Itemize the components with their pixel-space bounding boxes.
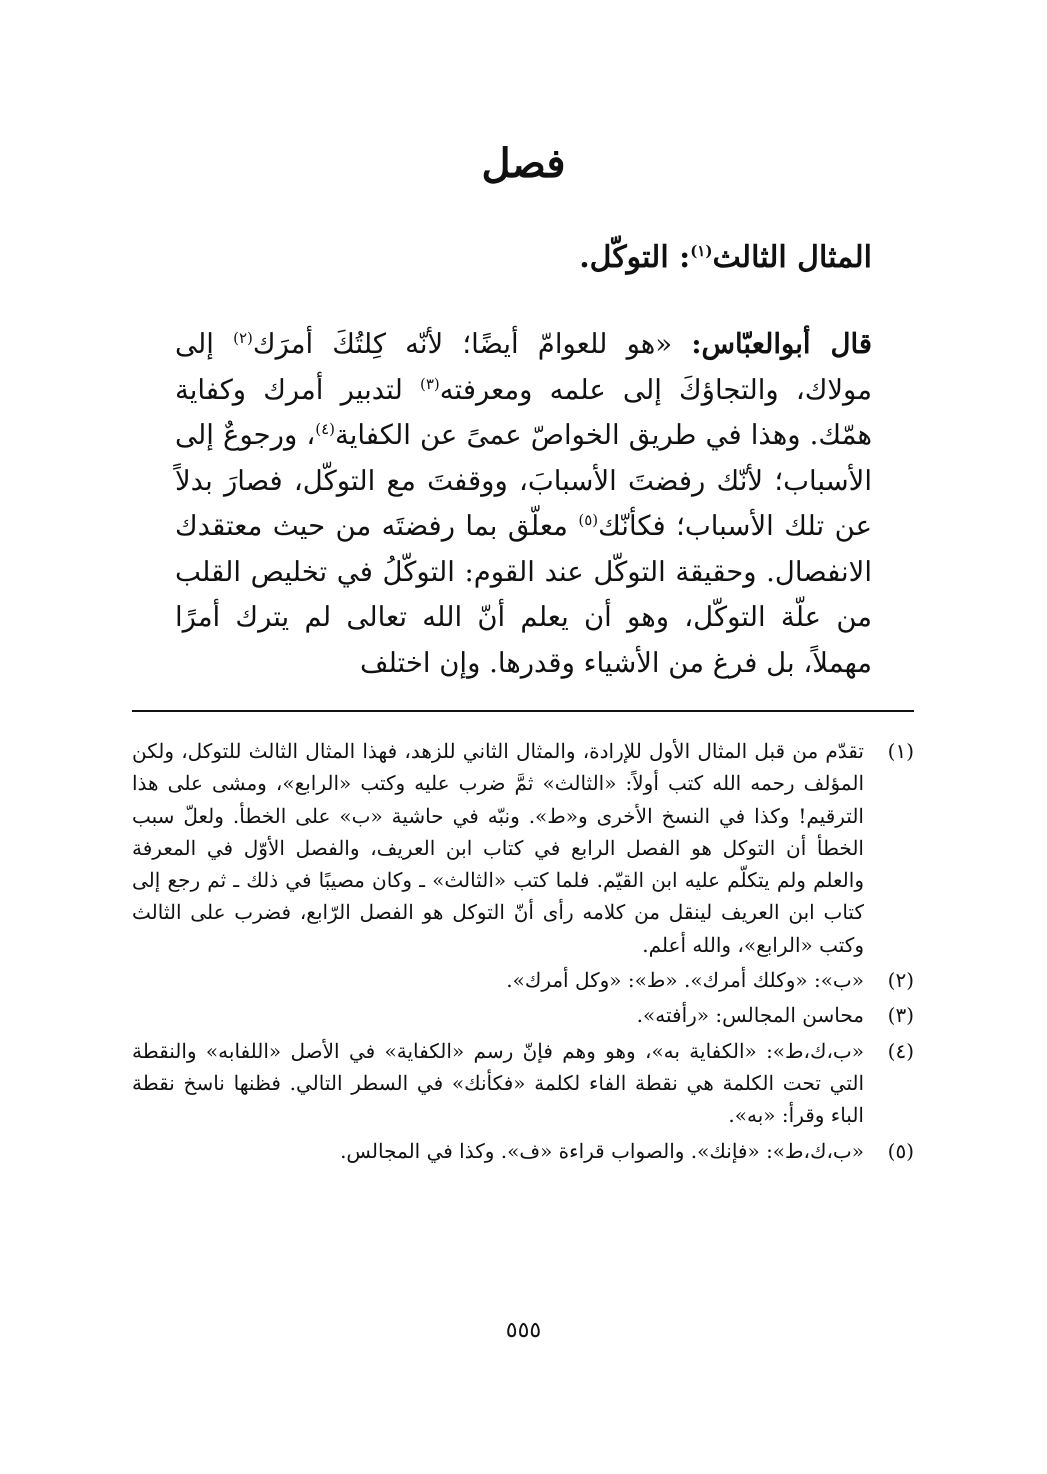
speaker-name: قال أبوالعبّاس: <box>691 328 873 360</box>
footnote-3 <box>132 999 914 1031</box>
main-text-part-4: ، ورجوعٌ إلى الأسباب؛ لأنّك رفضتَ الأسبابَ، ووقفتَ مع التوكّل، فصارَ بدلاً عن تلك الأسباب؛ فكأنّك <box>175 419 872 542</box>
footnote-text: «ب،ك،ط»: «فإنك». والصواب قراءة «ف». وكذا في المجالس. <box>340 1138 864 1163</box>
footnote-number: (٤) <box>887 1038 914 1063</box>
footnote-2 <box>132 964 914 996</box>
footnote-number: (١) <box>887 739 914 763</box>
footnote-ref-3: (٣) <box>420 374 440 393</box>
footnote-4 <box>132 1035 914 1132</box>
main-text-part-5: معلّق بما رفضتَه من حيث معتقدك الانفصال. وحقيقة التوكّل عند القوم: التوكّلُ في تخليص القلب من علّة التوكّل، وهو أن يعلم أنّ الله تعالى لم يترك أمرًا مهملاً، بل فرغ من الأشياء وقدرها. وإن اختلف <box>175 510 872 679</box>
footnote-ref-4: (٤) <box>315 419 335 438</box>
main-text <box>175 322 872 686</box>
footnotes <box>132 735 914 1170</box>
main-text-part-3: لتدبير أمرك وكفاية همّك. وهذا في طريق الخواصّ عمىً عن الكفاية <box>175 373 872 451</box>
footnote-ref-5: (٥) <box>578 510 599 529</box>
footnote-text: تقدّم من قبل المثال الأول للإرادة، والمثال الثاني للزهد، فهذا المثال الثالث للتوكل، ولكن المؤلف رحمه الله كتب أولاً: «الثالث» ثمَّ ضرب عليه وكتب «الرابع»، ومشى على هذا الترقيم! وكذا في النسخ الأخرى و«ط». ونبّه في حاشية «ب» على الخطأ. ولعلّ سبب الخطأ أن التوكل هو الفصل الرابع في كتاب ابن العريف، والفصل الأوّل في المعرفة والعلم ولم يتكلّم عليه ابن القيّم. فلما كتب «الثالث» ـ وكان مصيبًا في ذلك ـ ثم رجع إلى كتاب ابن العريف لينقل من كلامه رأى أنّ التوكل هو الفصل الرّابع، فضرب على الثالث وكتب «الرابع»، والله أعلم. <box>132 739 864 957</box>
footnote-text: محاسن المجالس: «رأفته». <box>636 1003 864 1028</box>
chapter-title: فصل <box>481 140 566 187</box>
footnote-ref-2: (٢) <box>233 328 253 347</box>
page-number: ٥٥٥ <box>505 1318 542 1343</box>
footnote-text: «ب»: «وكلك أمرك». «ط»: «وكل أمرك». <box>506 968 864 993</box>
main-text-part-2: إلى مولاك، والتجاؤكَ إلى علمه ومعرفته <box>175 328 872 406</box>
example-heading <box>172 238 872 278</box>
footnote-1 <box>132 735 914 961</box>
footnote-number: (٢) <box>887 968 914 993</box>
footnote-divider <box>132 710 914 712</box>
example-heading-rest: : التوكّل. <box>579 240 691 275</box>
footnote-text: «ب،ك،ط»: «الكفاية به»، وهو وهم فإنّ رسم «الكفاية» في الأصل «اللفابه» والنقطة التي تحت الكلمة هي نقطة الفاء لكلمة «فكأنك» في السطر التالي. فظنها ناسخ نقطة الباء وقرأ: «به». <box>132 1038 865 1128</box>
example-heading-text: المثال الثالث <box>712 240 872 275</box>
main-paragraph <box>175 322 872 686</box>
footnote-number: (٥) <box>887 1138 914 1163</box>
footnote-ref-1: (١) <box>690 242 713 260</box>
footnote-number: (٣) <box>887 1003 914 1028</box>
footnote-5 <box>132 1135 914 1167</box>
main-text-part-1: «هو للعوامّ أيضًا؛ لأنّه كِلتُكَ أمرَك <box>252 328 692 360</box>
